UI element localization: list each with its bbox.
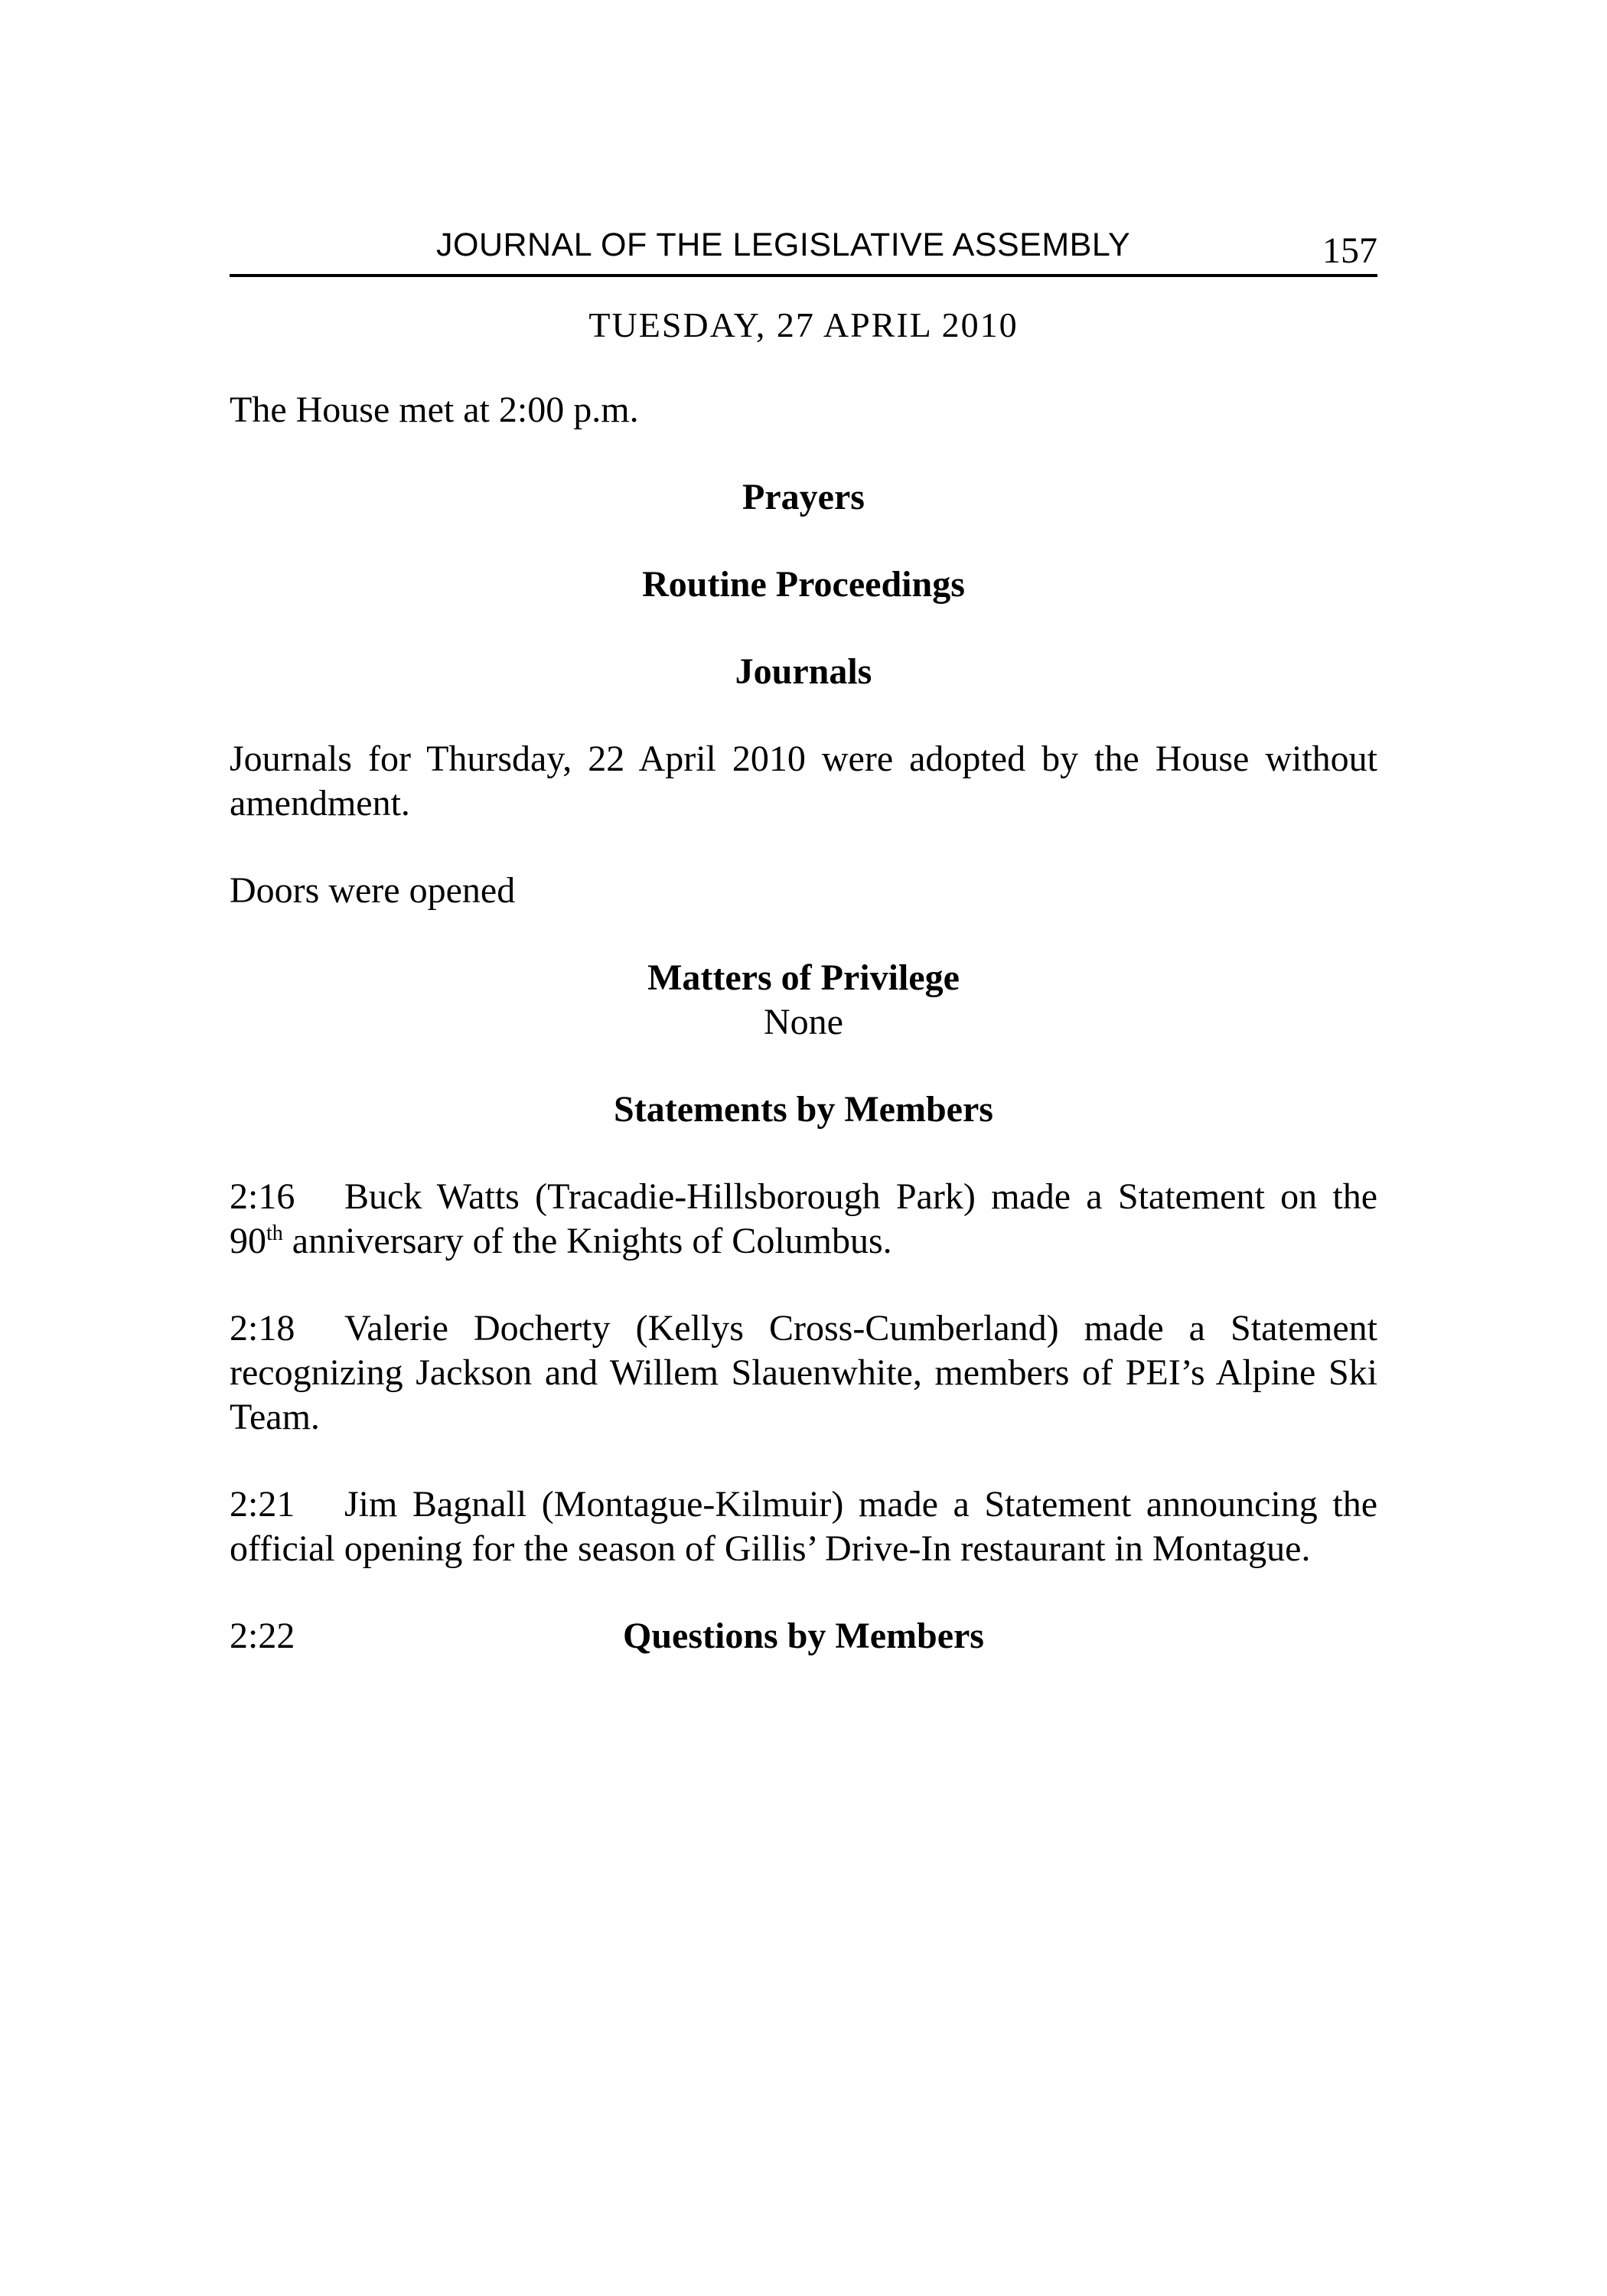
statement-text: Jim Bagnall (Montague-Kilmuir) made a Statement announcing the official opening for the season of Gillis’ Drive-In restaurant in Montague. [230, 1484, 1377, 1569]
statement-time: 2:21 [230, 1484, 295, 1525]
statement-entry [230, 1482, 1377, 1571]
heading-routine-proceedings: Routine Proceedings [642, 564, 965, 605]
sitting-date: TUESDAY, 27 APRIL 2010 [588, 305, 1019, 344]
opening-text: The House met at 2:00 p.m. [230, 390, 639, 430]
ordinal-superscript: th [266, 1221, 283, 1245]
heading-prayers: Prayers [742, 477, 865, 517]
page-number: 157 [1322, 230, 1377, 271]
questions-row [230, 1614, 1377, 1658]
heading-questions-by-members: Questions by Members [623, 1616, 984, 1656]
privilege-none: None [764, 1002, 843, 1042]
statement-text: Buck Watts (Tracadie-Hillsborough Park) made a Statement on the 90 [230, 1176, 1377, 1261]
running-title: JOURNAL OF THE LEGISLATIVE ASSEMBLY [436, 227, 1131, 263]
journal-page [230, 222, 1377, 1658]
heading-matters-of-privilege: Matters of Privilege [647, 957, 960, 998]
heading-journals: Journals [735, 651, 872, 692]
journals-text: Journals for Thursday, 22 April 2010 were adopted by the House without amendment. [230, 739, 1377, 823]
running-header [230, 222, 1377, 277]
doors-text: Doors were opened [230, 870, 516, 911]
statement-time: 2:16 [230, 1176, 295, 1217]
statement-entry [230, 1175, 1377, 1264]
questions-time: 2:22 [230, 1616, 295, 1656]
statement-time: 2:18 [230, 1308, 295, 1349]
statement-entry [230, 1306, 1377, 1440]
heading-statements-by-members: Statements by Members [614, 1089, 993, 1130]
statement-text: Valerie Docherty (Kellys Cross-Cumberland) made a Statement recognizing Jackson and Willem Slauenwhite, members of PEI’s Alpine Ski Team. [230, 1308, 1377, 1437]
statement-text-continued: anniversary of the Knights of Columbus. [282, 1221, 892, 1261]
